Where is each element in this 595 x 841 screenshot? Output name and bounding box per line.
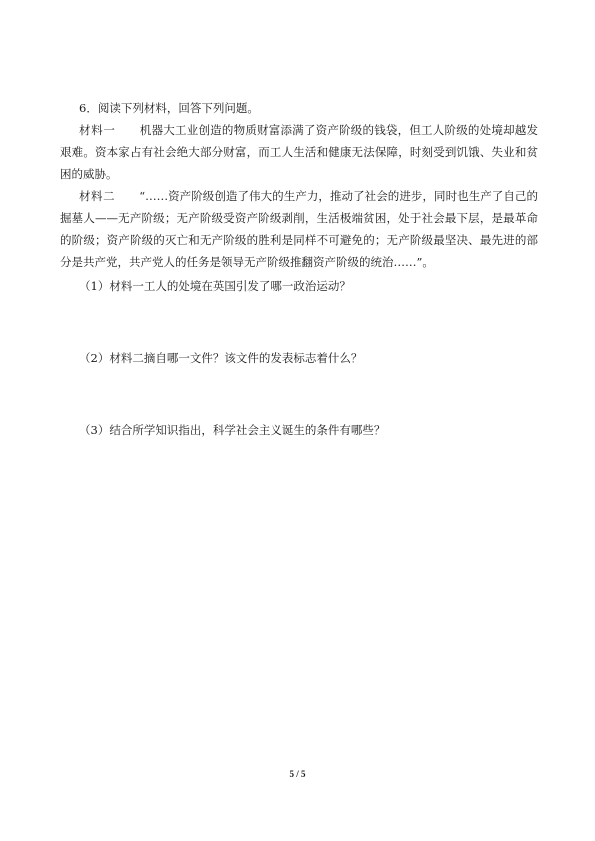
question-title: 6．阅读下列材料，回答下列问题。 [79,101,259,115]
material-one [60,119,538,185]
material-one-label: 材料一 [79,123,116,137]
material-one-text: 机器大工业创造的物质财富添满了资产阶级的钱袋，但工人阶级的处境却越发艰难。资本家占有社会绝大部分财富，而工人生活和健康无法保障，时刻受到饥饿、失业和贫困的威胁。 [60,123,539,181]
sub-question-3: （3）结合所学知识指出，科学社会主义诞生的条件有哪些？ [79,423,386,437]
material-two-text: “……资产阶级创造了伟大的生产力，推动了社会的进步，同时也生产了自己的掘墓人——无产阶级；无产阶级受资产阶级剥削，生活极端贫困，处于社会最下层，是最革命的阶级；资产阶级的灭亡和无产阶级的胜利是同样不可避免的；无产阶级最坚决、最先进的部分是共产党，共产党人的任务是领导无产阶级推翻资产阶级的统治……”。 [60,189,538,269]
page-number: 5 / 5 [289,769,306,779]
question-block [60,97,538,441]
material-two-label: 材料二 [79,189,116,203]
material-two [60,185,538,273]
sub-question-1: （1）材料一工人的处境在英国引发了哪一政治运动？ [79,279,351,293]
sub-question-2: （2）材料二摘自哪一文件？该文件的发表标志着什么？ [79,351,363,365]
